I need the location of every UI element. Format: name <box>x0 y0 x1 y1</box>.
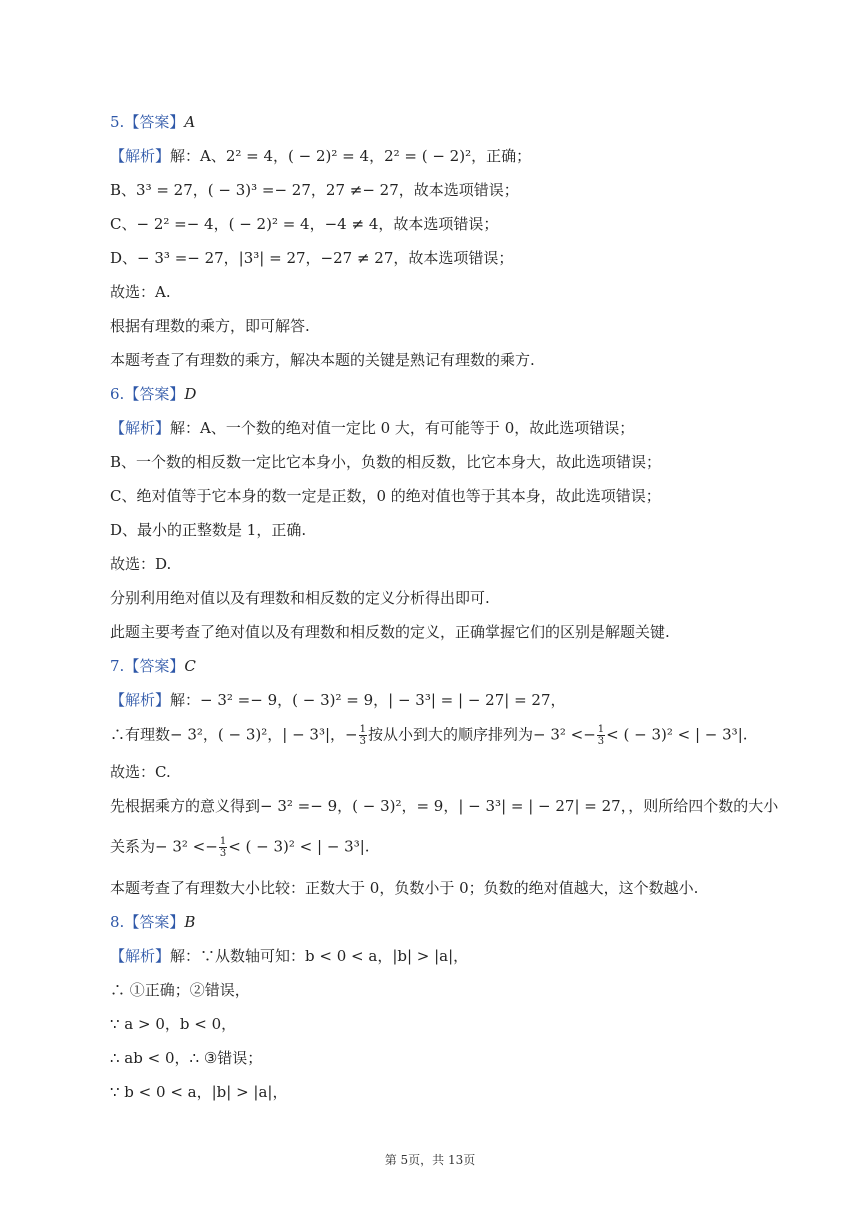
q7-line-4: 先根据乘方的意义得到− 3² =− 9，( − 3)²，= 9，| − 3³| = | − 27| = 27，，则所给四个数的大小 <box>110 797 779 815</box>
page-footer: 第 5页，共 13页 <box>384 1153 476 1167</box>
q7-analysis-tag: 【解析】 <box>110 691 171 709</box>
q7-fraction-one-third-3 <box>219 836 227 859</box>
q5-heading <box>110 112 195 132</box>
q8-line-5: ∵ b < 0 < a，|b| > |a|， <box>110 1083 288 1101</box>
q6-heading <box>110 384 196 404</box>
q6-answer: D <box>184 385 197 403</box>
q8-line-4: ∴ ab < 0，∴ ③错误； <box>110 1049 263 1067</box>
q8-text-1: 解：∵从数轴可知：b < 0 < a，|b| > |a|， <box>170 947 469 965</box>
q7-number: 7. <box>110 657 125 675</box>
q7-line-3: 故选：C. <box>110 763 171 781</box>
q6-line-1 <box>110 418 634 438</box>
q8-number: 8. <box>110 913 125 931</box>
q5-line-6: 根据有理数的乘方，即可解答. <box>110 317 310 335</box>
q6-line-5: 故选：D. <box>110 555 172 573</box>
q8-line-1 <box>110 946 468 966</box>
q6-line-3: C、绝对值等于它本身的数一定是正数，0 的绝对值也等于其本身，故此选项错误； <box>110 487 661 505</box>
fraction-numerator: 1 <box>219 836 227 847</box>
q5-analysis-tag: 【解析】 <box>110 147 171 165</box>
q8-line-3: ∵ a > 0，b < 0， <box>110 1015 237 1033</box>
q8-answer-tag: 【答案】 <box>124 913 185 931</box>
q7-line-2 <box>110 724 748 747</box>
q7-heading <box>110 656 196 676</box>
q8-answer: B <box>184 913 196 931</box>
q8-analysis-tag: 【解析】 <box>110 947 171 965</box>
q6-line-6: 分别利用绝对值以及有理数和相反数的定义分析得出即可. <box>110 589 490 607</box>
q8-heading <box>110 912 195 932</box>
q6-line-4: D、最小的正整数是 1，正确. <box>110 521 307 539</box>
fraction-denominator: 3 <box>597 736 605 747</box>
q7-line-1 <box>110 690 566 710</box>
q6-analysis-tag: 【解析】 <box>110 419 171 437</box>
q5-answer-tag: 【答案】 <box>124 113 185 131</box>
q7-text-1: 解：− 3² =− 9，( − 3)² = 9，| − 3³| = | − 27| = 27， <box>170 691 566 709</box>
q7-answer: C <box>184 657 196 675</box>
q5-text-1: 解：A、2² = 4，( − 2)² = 4，2² = ( − 2)²，正确； <box>170 147 532 165</box>
q7-line-5 <box>110 836 370 859</box>
q7-line-6: 本题考查了有理数大小比较：正数大于 0，负数小于 0；负数的绝对值越大，这个数越小. <box>110 879 699 897</box>
q7-line-2-part-a: ∴有理数− 3²，( − 3)²，| − 3³|，− <box>110 725 358 744</box>
q5-line-1 <box>110 146 531 166</box>
fraction-numerator: 1 <box>359 724 366 735</box>
q5-line-7: 本题考查了有理数的乘方，解决本题的关键是熟记有理数的乘方. <box>110 351 535 369</box>
q7-fraction-one-third <box>359 724 367 747</box>
q7-line-2-part-b: 按从小到大的顺序排列为− 3² <− <box>367 725 596 744</box>
q5-number: 5. <box>110 113 125 131</box>
fraction-denominator: 3 <box>359 736 366 747</box>
q6-line-2: B、一个数的相反数一定比它本身小，负数的相反数，比它本身大，故此选项错误； <box>110 453 662 471</box>
q6-line-7: 此题主要考查了绝对值以及有理数和相反数的定义，正确掌握它们的区别是解题关键. <box>110 623 670 641</box>
fraction-denominator: 3 <box>219 848 227 859</box>
fraction-numerator: 1 <box>597 724 605 735</box>
q5-line-3: C、− 2² =− 4，( − 2)² = 4，−4 ≠ 4，故本选项错误； <box>110 215 499 233</box>
q7-line-5-part-a: 关系为− 3² <− <box>110 837 218 856</box>
q7-line-5-part-b: < ( − 3)² < | − 3³|. <box>228 837 370 856</box>
q5-answer: A <box>184 113 196 131</box>
q6-text-1: 解：A、一个数的绝对值一定比 0 大，有可能等于 0，故此选项错误； <box>170 419 635 437</box>
q5-line-2: B、3³ = 27，( − 3)³ =− 27，27 ≠− 27，故本选项错误； <box>110 181 519 199</box>
q8-line-2: ∴ ①正确；②错误， <box>110 981 250 999</box>
q6-number: 6. <box>110 385 125 403</box>
q5-line-4: D、− 3³ =− 27，|3³| = 27，−27 ≠ 27，故本选项错误； <box>110 249 514 267</box>
q7-fraction-one-third-2 <box>597 724 605 747</box>
q7-line-2-part-c: < ( − 3)² < | − 3³|. <box>606 725 748 744</box>
q5-line-5: 故选：A. <box>110 283 171 301</box>
q6-answer-tag: 【答案】 <box>124 385 185 403</box>
q7-answer-tag: 【答案】 <box>124 657 185 675</box>
